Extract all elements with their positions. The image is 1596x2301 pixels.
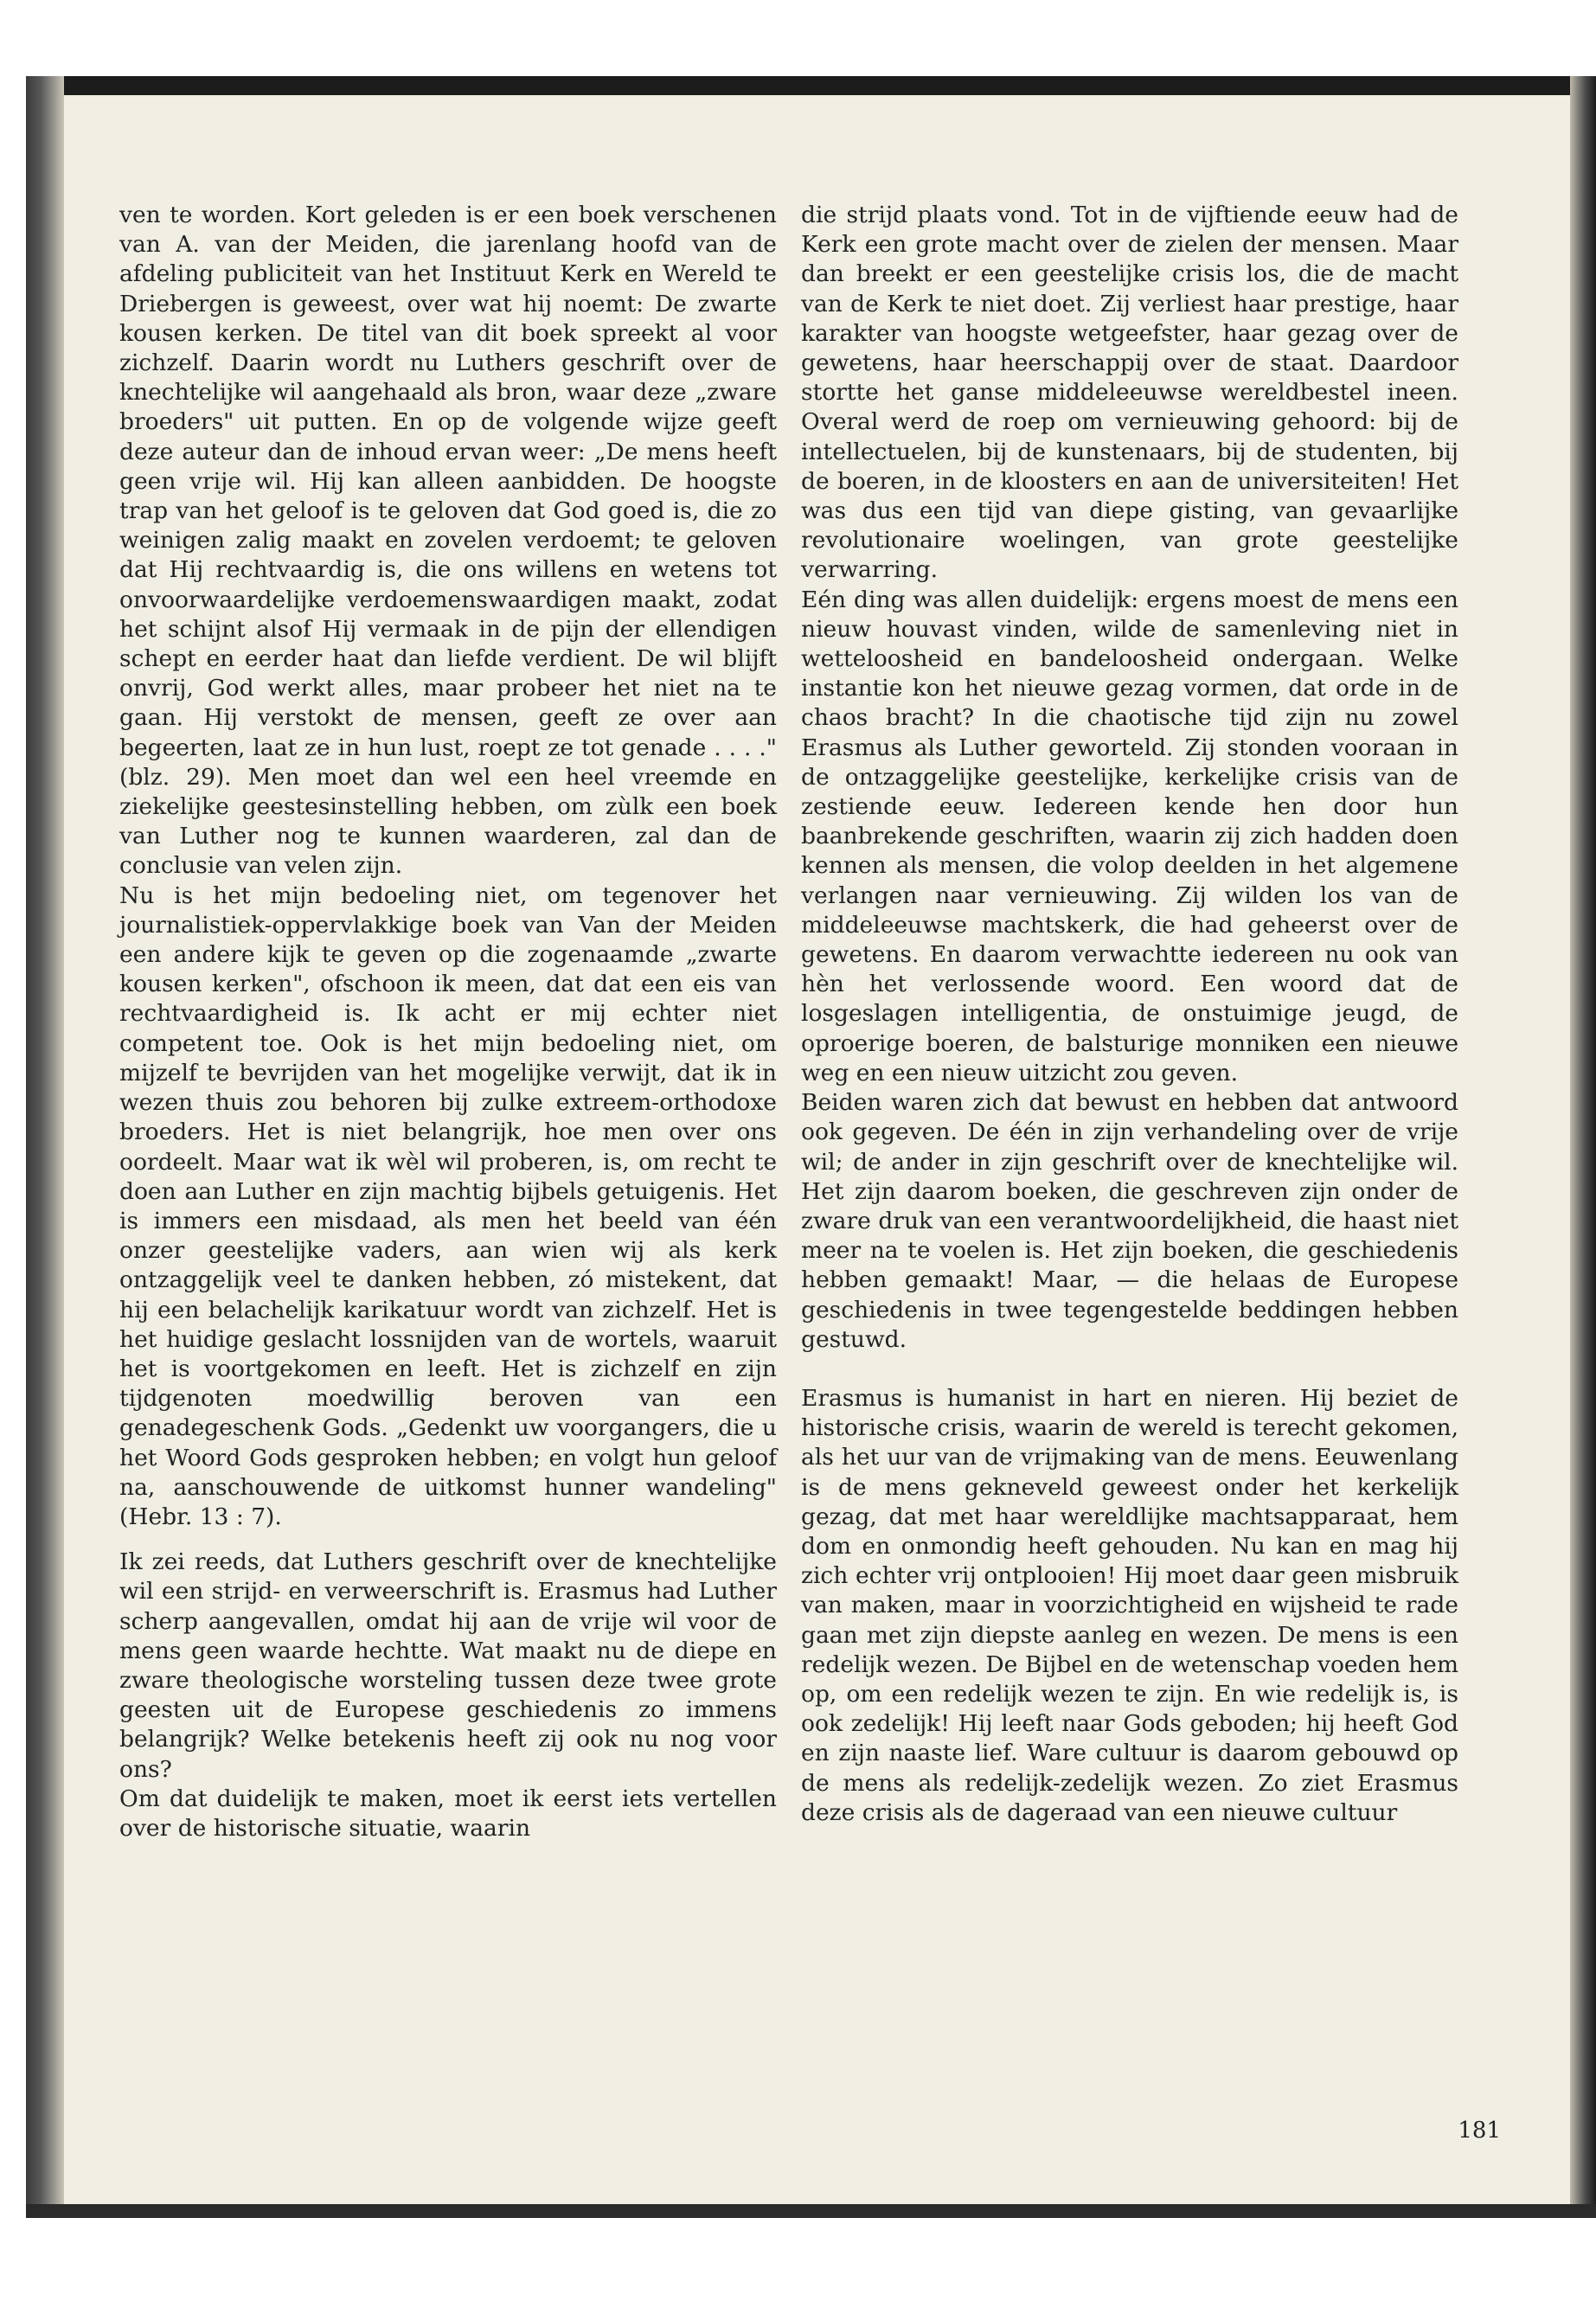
paragraph: die strijd plaats vond. Tot in de vijftiende eeuw had de Kerk een grote macht over de zielen der mensen. Maar dan breekt er een geestelijke crisis los, die de macht van de Kerk te niet doet. Zij verliest haar prestige, haar karakter van hoogste wetgeefster, haar gezag over de gewetens, haar heerschappij over de staat. Daardoor stortte het ganse middeleeuwse wereldbestel ineen. Overal werd de roep om vernieuwing gehoord: bij de intellectuelen, bij de kunstenaars, bij de studenten, bij de boeren, in de kloosters en aan de universiteiten! Het was dus een tijd van diepe gisting, van gevaarlijke revolutionaire woelingen, van grote geestelijke verwarring. [801,202,1458,584]
scan-right-edge [1570,76,1596,2217]
page-paper [64,95,1570,2204]
paragraph: Nu is het mijn bedoeling niet, om tegenover het journalistiek-oppervlakkige boek van Van der Meiden een andere kijk te geven op die zogenaamde „zwarte kousen kerken", ofschoon ik meen, dat dat een eis van rechtvaardigheid is. Ik acht er mij echter niet competent toe. Ook is het mijn bedoeling niet, om mijzelf te bevrijden van het mogelijke verwijt, dat ik in wezen thuis zou behoren bij zulke extreem-orthodoxe broeders. Het is niet belangrijk, hoe men over ons oordeelt. Maar wat ik wèl wil proberen, is, om recht te doen aan Luther en zijn machtig bijbels getuigenis. Het is immers een misdaad, als men het beeld van één onzer geestelijke vaders, aan wien wij als kerk ontzaggelijk veel te danken hebben, zó mistekent, dat hij een belachelijk karikatuur wordt van zichzelf. Het is het huidige geslacht lossnijden van de wortels, waaruit het is voortgekomen en leeft. Het is zichzelf en zijn tijdgenoten moedwillig beroven van een genadegeschenk Gods. „Gedenkt uw voorgangers, die u het Woord Gods gesproken hebben; en volgt hun geloof na, aanschouwende de uitkomst hunner wandeling" (Hebr. 13 : 7). [119,881,777,1530]
page-number: 181 [1458,2118,1501,2144]
right-text-column [801,201,1458,1828]
paragraph: Erasmus is humanist in hart en nieren. Hij beziet de historische crisis, waarin de wereld is terecht gekomen, als het uur van de vrijmaking van de mens. Eeuwenlang is de mens gekneveld geweest onder het kerkelijk gezag, dat met haar wereldlijke machtsapparaat, hem dom en onmondig heeft gehouden. Nu kan en mag hij zich echter vrij ontplooien! Hij moet daar geen misbruik van maken, maar in voorzichtigheid en wijsheid te rade gaan met zijn diepste aanleg en wezen. De mens is een redelijk wezen. De Bijbel en de wetenschap voeden hem op, om een redelijk wezen te zijn. En wie redelijk is, is ook zedelijk! Hij leeft naar Gods geboden; hij heeft God en zijn naaste lief. Ware cultuur is daarom gebouwd op de mens als redelijk-zedelijk wezen. Zo ziet Erasmus deze crisis als de dageraad van een nieuwe cultuur [801,1384,1458,1826]
scan-top-edge [26,76,1596,95]
left-text-column [119,201,777,1843]
paragraph: Ik zei reeds, dat Luthers geschrift over de knechtelijke wil een strijd- en verweerschrift is. Erasmus had Luther scherp aangevallen, omdat hij aan de vrije wil voor de mens geen waarde hechtte. Wat maakt nu de diepe en zware theologische worsteling tussen deze twee grote geesten uit de Europese geschiedenis zo immens belangrijk? Welke betekenis heeft zij ook nu nog voor ons? [119,1548,777,1783]
paragraph: ven te worden. Kort geleden is er een boek verschenen van A. van der Meiden, die jarenlang hoofd van de afdeling publiciteit van het Instituut Kerk en Wereld te Driebergen is geweest, over wat hij noemt: De zwarte kousen kerken. De titel van dit boek spreekt al voor zichzelf. Daarin wordt nu Luthers geschrift over de knechtelijke wil aangehaald als bron, waar deze „zware broeders" uit putten. En op de volgende wijze geeft deze auteur dan de inhoud ervan weer: „De mens heeft geen vrije wil. Hij kan alleen aanbidden. De hoogste trap van het geloof is te geloven dat God goed is, die zo weinigen zalig maakt en zovelen verdoemt; te geloven dat Hij rechtvaardig is, die ons willens en wetens tot onvoorwaardelijke verdoemenswaardigen maakt, zodat het schijnt alsof Hij vermaak in de pijn der ellendigen schept en eerder haat dan liefde verdient. De wil blijft onvrij, God werkt alles, maar probeer het niet na te gaan. Hij verstokt de mensen, geeft ze over aan begeerten, laat ze in hun lust, roept ze tot genade . . . ." (blz. 29). Men moet dan wel een heel vreemde en ziekelijke geestesinstelling hebben, om zùlk een boek van Luther nog te kunnen waarderen, zal dan de conclusie van velen zijn. [119,202,777,880]
paragraph: Eén ding was allen duidelijk: ergens moest de mens een nieuw houvast vinden, wilde de samenleving niet in wetteloosheid en bandeloosheid ondergaan. Welke instantie kon het nieuwe gezag vormen, dat orde in de chaos bracht? In die chaotische tijd zijn nu zowel Erasmus als Luther geworteld. Zij stonden vooraan in de ontzaggelijke geestelijke, kerkelijke crisis van de zestiende eeuw. Iedereen kende hen door hun baanbrekende geschriften, waarin zij zich hadden doen kennen als mensen, die volop deelden in het algemene verlangen naar vernieuwing. Zij wilden los van de middeleeuwse machtskerk, die had geheerst over de gewetens. En daarom verwachtte iedereen nu ook van hèn het verlossende woord. Een woord dat de losgeslagen intelligentia, de onstuimige jeugd, de oproerige boeren, de balsturige monniken een nieuwe weg en een nieuw uitzicht zou geven. [801,586,1458,1086]
scan-bottom-edge [26,2204,1596,2218]
book-binding-shadow [26,76,64,2217]
paragraph: Beiden waren zich dat bewust en hebben dat antwoord ook gegeven. De één in zijn verhandeling over de vrije wil; de ander in zijn geschrift over de knechtelijke wil. Het zijn daarom boeken, die geschreven zijn onder de zware druk van een verantwoordelijkheid, die haast niet meer na te voelen is. Het zijn boeken, die geschiedenis hebben gemaakt! Maar, — die helaas de Europese geschiedenis in twee tegengestelde beddingen hebben gestuwd. [801,1089,1458,1353]
paragraph: Om dat duidelijk te maken, moet ik eerst iets vertellen over de historische situatie, waarin [119,1785,777,1842]
